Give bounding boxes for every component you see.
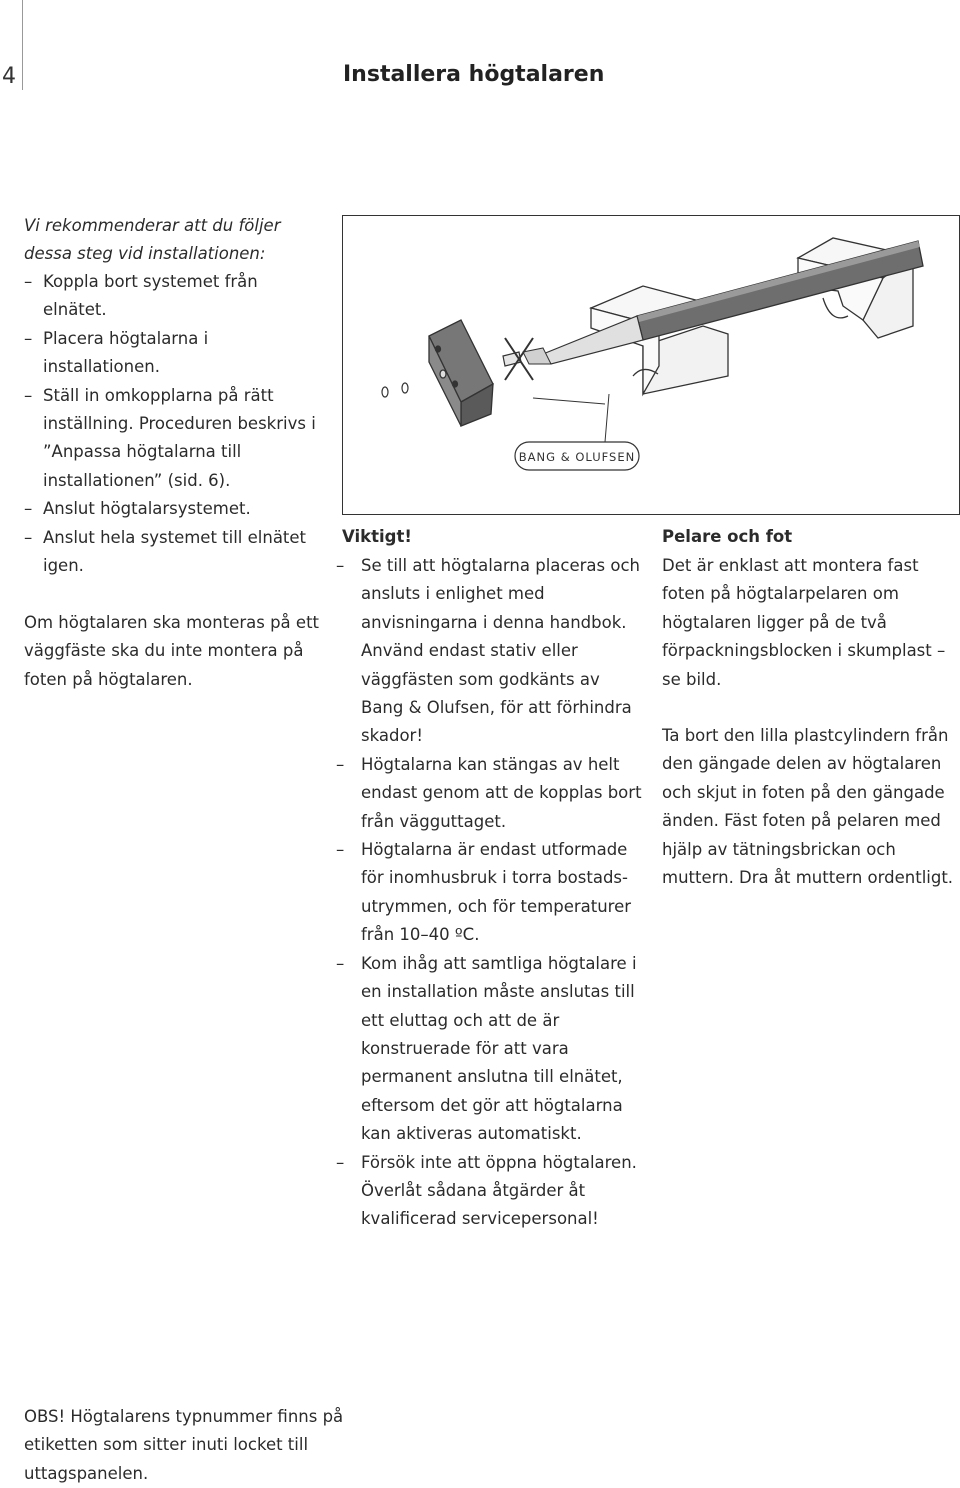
installation-steps	[24, 268, 324, 580]
list-item: – Högtalarna kan stängas av helt endast genom att de kopplas bort från vägguttaget.	[336, 751, 646, 836]
brand-label: BANG & OLUFSEN	[518, 450, 636, 464]
intro-text: Vi rekommenderar att du följer dessa steg vid installationen:	[24, 216, 281, 264]
type-number-note: OBS! Högtalarens typnummer finns på etiketten som sitter inuti locket till uttagspanelen.	[24, 1407, 344, 1483]
pillar-foot-heading: Pelare och fot	[662, 527, 793, 546]
wall-mount-note: Om högtalaren ska monteras på ett väggfäste ska du inte montera på foten på högtalaren.	[24, 613, 320, 689]
page-number: 4	[2, 64, 16, 89]
margin-rule	[22, 0, 23, 90]
list-item: – Placera högtalarna i installationen.	[24, 325, 324, 382]
important-heading: Viktigt!	[342, 527, 412, 546]
list-item: – Högtalarna är endast utformade för inomhusbruk i torra bostads-utrymmen, och för temperaturer från 10–40 ºC.	[336, 836, 646, 950]
page-title: Installera högtalaren	[343, 62, 605, 87]
list-item: – Kom ihåg att samtliga högtalare i en installation måste anslutas till ett eluttag och att de är konstruerade för att vara permanent anslutna till elnätet, eftersom det gör att högtalarna kan aktiveras automatiskt.	[336, 950, 646, 1149]
list-item: – Koppla bort systemet från elnätet.	[24, 268, 324, 325]
washer-nut-icon	[382, 383, 408, 397]
list-item: – Försök inte att öppna högtalaren. Överlåt sådana åtgärder åt kvalificerad servicepersonal!	[336, 1149, 646, 1234]
foot-assembly-drawing	[343, 216, 959, 514]
mounting-foot-icon	[429, 320, 493, 426]
list-item: – Anslut hela systemet till elnätet igen.	[24, 524, 324, 581]
installation-illustration	[342, 215, 960, 515]
list-item: – Ställ in omkopplarna på rätt inställning. Proceduren beskrivs i ”Anpassa högtalarna till installationen” (sid. 6).	[24, 382, 324, 496]
leader-line	[533, 394, 609, 442]
list-item: – Anslut högtalarsystemet.	[24, 495, 324, 523]
pillar-foot-paragraph-2: Ta bort den lilla plastcylindern från den gängade delen av högtalaren och skjut in foten på den gängade änden. Fäst foten på pelaren med hjälp av tätningsbrickan och muttern. Dra åt muttern ordentligt.	[662, 726, 954, 888]
pillar-foot-paragraph-1: Det är enklast att montera fast foten på högtalarpelaren om högtalaren ligger på de två förpackningsblocken i skumplast – se bild.	[662, 556, 946, 689]
list-item: – Se till att högtalarna placeras och ansluts i enlighet med anvisningarna i denna handbok. Använd endast stativ eller väggfästen som godkänts av Bang & Olufsen, för att förhindra skador!	[336, 552, 646, 751]
safety-list	[336, 552, 646, 1234]
